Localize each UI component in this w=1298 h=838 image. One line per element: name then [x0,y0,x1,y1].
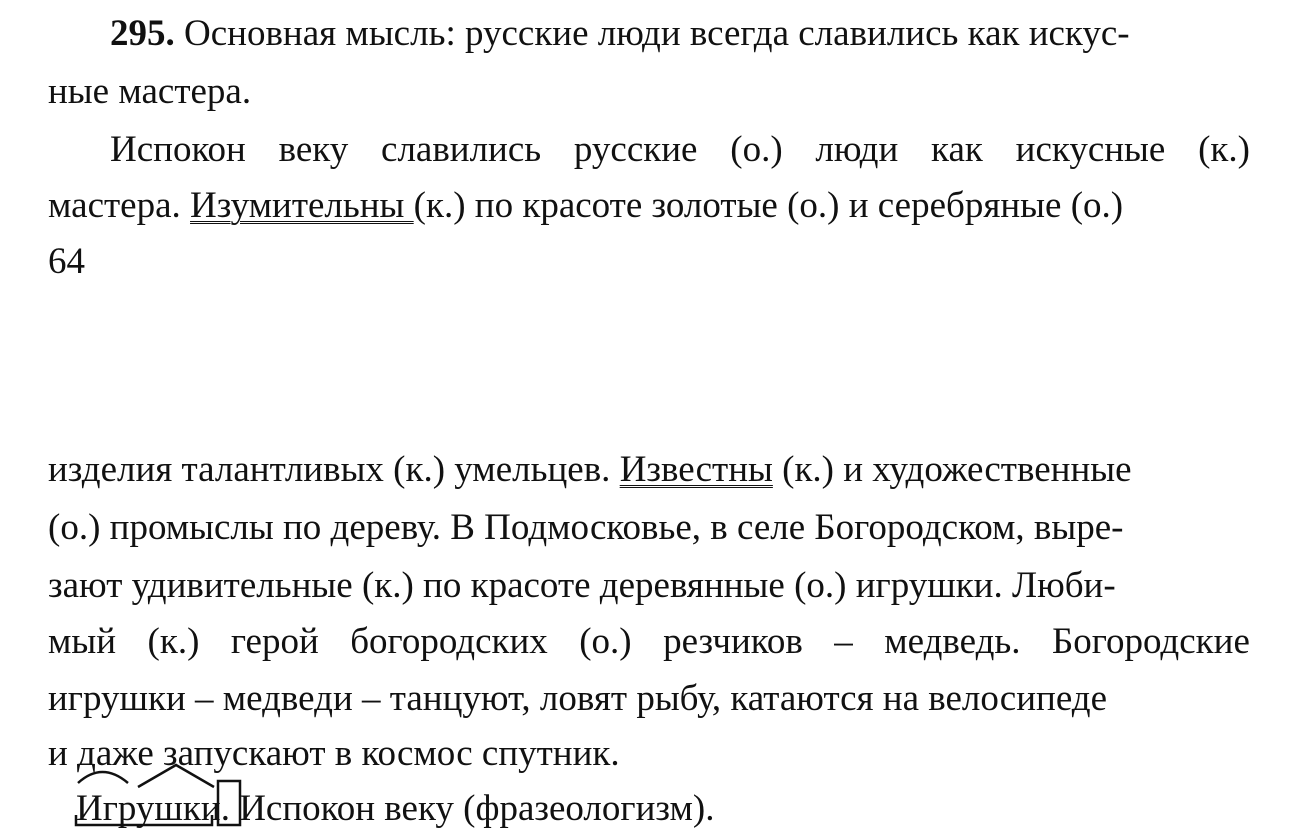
main-idea-text: Основная мысль: русские люди всегда славились как искус- [184,13,1130,54]
underlined-predicate: Изумительны [190,185,414,226]
exercise-number: 295. [110,13,175,54]
morpheme-marks-icon [72,765,252,835]
word: (о.) [730,129,783,170]
word: герой [230,621,319,662]
word: – [834,621,853,662]
paragraph2-line3: зают удивительные (к.) по красоте деревянные (о.) игрушки. Люби- [48,565,1116,606]
text-segment: изделия талантливых (к.) умельцев. [48,449,620,490]
paragraph2-line4 [48,620,1250,664]
paragraph2-line2: (о.) промыслы по дереву. В Подмосковье, в селе Богородском, выре- [48,507,1124,548]
word: (о.) [579,621,632,662]
paragraph2-line5: игрушки – медведи – танцуют, ловят рыбу, катаются на велосипеде [48,678,1108,719]
text-segment: (к.) и художественные [772,449,1132,490]
word: веку [278,129,349,170]
paragraph1-line1 [110,128,1250,172]
paragraph1-line2 [48,184,1250,228]
word: (к.) [1198,129,1250,170]
text-segment: мастера. [48,185,191,226]
page-number: 64 [48,241,85,282]
phraseologism-note: . Испокон веку (фразеологизм). [220,788,715,829]
text-segment: (к.) по красоте золотые (о.) и серебряные (о.) [413,185,1124,226]
paragraph2-line6: и даже запускают в космос спутник. [48,733,620,774]
underlined-predicate: Известны [619,449,773,490]
analyzed-word: Игрушки [76,788,221,829]
word: мый [48,621,117,662]
word: богородских [350,621,548,662]
word: искусные [1015,129,1166,170]
morpheme-analysis-line [76,787,714,831]
word: славились [381,129,542,170]
word: русские [573,129,698,170]
word: Богородские [1052,621,1250,662]
word: Испокон [110,129,246,170]
exercise-heading [110,12,1250,56]
word: резчиков [663,621,803,662]
word: (к.) [147,621,200,662]
main-idea-continuation: ные мастера. [48,71,252,112]
word: медведь. [884,621,1021,662]
paragraph2-line1 [48,448,1132,492]
word: люди [815,129,899,170]
morpheme-word [76,787,221,831]
word: как [931,129,983,170]
